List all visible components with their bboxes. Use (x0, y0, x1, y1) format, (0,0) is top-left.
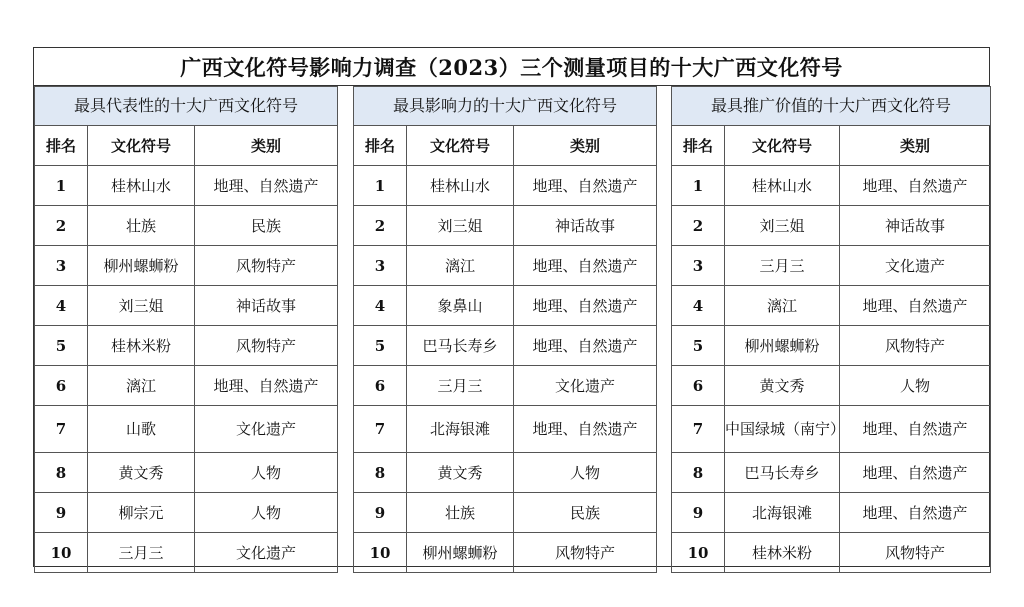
document-frame (33, 47, 990, 567)
table-row (672, 453, 991, 493)
table-row (35, 453, 338, 493)
section-heading: 最具代表性的十大广西文化符号 (35, 87, 338, 126)
symbol-header: 文化符号 (725, 126, 840, 166)
symbol-header: 文化符号 (407, 126, 514, 166)
table-row (35, 286, 338, 326)
symbol-cell: 北海银滩 (407, 406, 514, 453)
rank-header: 排名 (354, 126, 407, 166)
table-row (354, 286, 657, 326)
category-cell: 地理、自然遗产 (840, 493, 991, 533)
section-heading: 最具推广价值的十大广西文化符号 (672, 87, 991, 126)
symbol-cell: 北海银滩 (725, 493, 840, 533)
symbol-cell: 巴马长寿乡 (725, 453, 840, 493)
rank-cell: 4 (354, 286, 407, 326)
rank-cell: 2 (672, 206, 725, 246)
category-cell: 人物 (195, 493, 338, 533)
table-row (672, 406, 991, 453)
category-cell: 神话故事 (514, 206, 657, 246)
symbol-cell: 壮族 (88, 206, 195, 246)
symbol-cell: 黄文秀 (88, 453, 195, 493)
symbol-cell: 柳州螺蛳粉 (407, 533, 514, 573)
symbol-cell: 象鼻山 (407, 286, 514, 326)
document-title: 广西文化符号影响力调查（2023）三个测量项目的十大广西文化符号 (34, 48, 989, 86)
category-cell: 人物 (514, 453, 657, 493)
table-row (354, 326, 657, 366)
rank-cell: 5 (672, 326, 725, 366)
category-cell: 地理、自然遗产 (514, 326, 657, 366)
rank-cell: 6 (35, 366, 88, 406)
symbol-cell: 刘三姐 (725, 206, 840, 246)
rank-cell: 8 (354, 453, 407, 493)
symbol-cell: 三月三 (725, 246, 840, 286)
symbol-cell: 中国绿城（南宁） (725, 406, 840, 453)
category-cell: 文化遗产 (514, 366, 657, 406)
symbol-header: 文化符号 (88, 126, 195, 166)
symbol-cell: 刘三姐 (407, 206, 514, 246)
category-cell: 风物特产 (195, 326, 338, 366)
symbol-cell: 桂林米粉 (725, 533, 840, 573)
symbol-cell: 山歌 (88, 406, 195, 453)
table-row (672, 366, 991, 406)
table-row (35, 493, 338, 533)
table-row (672, 326, 991, 366)
rank-cell: 2 (35, 206, 88, 246)
table-row (672, 493, 991, 533)
ranking-table-influence (353, 86, 657, 573)
rank-cell: 3 (354, 246, 407, 286)
category-cell: 地理、自然遗产 (195, 166, 338, 206)
ranking-table-promotion (671, 86, 991, 573)
table-row (672, 206, 991, 246)
category-cell: 地理、自然遗产 (840, 286, 991, 326)
category-cell: 地理、自然遗产 (514, 166, 657, 206)
category-cell: 风物特产 (195, 246, 338, 286)
table-row (35, 326, 338, 366)
symbol-cell: 刘三姐 (88, 286, 195, 326)
rank-cell: 1 (354, 166, 407, 206)
table-row (35, 406, 338, 453)
symbol-cell: 柳州螺蛳粉 (725, 326, 840, 366)
symbol-cell: 漓江 (725, 286, 840, 326)
table-row (354, 206, 657, 246)
category-cell: 地理、自然遗产 (195, 366, 338, 406)
symbol-cell: 柳州螺蛳粉 (88, 246, 195, 286)
section-promotion (671, 86, 990, 567)
category-cell: 神话故事 (195, 286, 338, 326)
category-cell: 风物特产 (514, 533, 657, 573)
category-cell: 地理、自然遗产 (514, 246, 657, 286)
symbol-cell: 三月三 (88, 533, 195, 573)
rank-cell: 10 (354, 533, 407, 573)
symbol-cell: 巴马长寿乡 (407, 326, 514, 366)
table-row (35, 166, 338, 206)
symbol-cell: 漓江 (407, 246, 514, 286)
rank-cell: 8 (672, 453, 725, 493)
symbol-cell: 桂林山水 (407, 166, 514, 206)
rank-cell: 6 (354, 366, 407, 406)
rank-header: 排名 (672, 126, 725, 166)
table-row (672, 533, 991, 573)
ranking-table-representative (34, 86, 338, 573)
symbol-cell: 黄文秀 (725, 366, 840, 406)
category-cell: 人物 (840, 366, 991, 406)
category-cell: 民族 (195, 206, 338, 246)
rank-cell: 9 (354, 493, 407, 533)
rank-cell: 5 (35, 326, 88, 366)
rank-cell: 3 (672, 246, 725, 286)
table-row (354, 166, 657, 206)
rank-cell: 4 (35, 286, 88, 326)
category-cell: 地理、自然遗产 (840, 406, 991, 453)
category-cell: 神话故事 (840, 206, 991, 246)
category-cell: 地理、自然遗产 (840, 453, 991, 493)
category-cell: 风物特产 (840, 326, 991, 366)
rank-header: 排名 (35, 126, 88, 166)
table-row (35, 366, 338, 406)
symbol-cell: 柳宗元 (88, 493, 195, 533)
category-cell: 风物特产 (840, 533, 991, 573)
rank-cell: 7 (672, 406, 725, 453)
table-row (354, 493, 657, 533)
category-header: 类别 (514, 126, 657, 166)
symbol-cell: 三月三 (407, 366, 514, 406)
symbol-cell: 黄文秀 (407, 453, 514, 493)
rank-cell: 3 (35, 246, 88, 286)
symbol-cell: 漓江 (88, 366, 195, 406)
category-cell: 文化遗产 (195, 533, 338, 573)
table-row (354, 453, 657, 493)
table-row (354, 533, 657, 573)
table-row (35, 533, 338, 573)
category-cell: 文化遗产 (195, 406, 338, 453)
symbol-cell: 桂林米粉 (88, 326, 195, 366)
table-row (672, 246, 991, 286)
section-heading: 最具影响力的十大广西文化符号 (354, 87, 657, 126)
table-row (672, 166, 991, 206)
rank-cell: 1 (35, 166, 88, 206)
section-influence (353, 86, 656, 567)
section-representative (34, 86, 337, 567)
table-row (354, 366, 657, 406)
rank-cell: 7 (354, 406, 407, 453)
table-row (354, 246, 657, 286)
table-row (35, 246, 338, 286)
category-cell: 地理、自然遗产 (514, 406, 657, 453)
table-row (672, 286, 991, 326)
rank-cell: 10 (672, 533, 725, 573)
table-row (35, 206, 338, 246)
category-cell: 地理、自然遗产 (514, 286, 657, 326)
category-cell: 地理、自然遗产 (840, 166, 991, 206)
rank-cell: 9 (672, 493, 725, 533)
symbol-cell: 桂林山水 (88, 166, 195, 206)
category-cell: 文化遗产 (840, 246, 991, 286)
category-cell: 人物 (195, 453, 338, 493)
rank-cell: 2 (354, 206, 407, 246)
symbol-cell: 桂林山水 (725, 166, 840, 206)
rank-cell: 1 (672, 166, 725, 206)
category-cell: 民族 (514, 493, 657, 533)
rank-cell: 9 (35, 493, 88, 533)
rank-cell: 6 (672, 366, 725, 406)
category-header: 类别 (195, 126, 338, 166)
rank-cell: 4 (672, 286, 725, 326)
rank-cell: 7 (35, 406, 88, 453)
rank-cell: 5 (354, 326, 407, 366)
category-header: 类别 (840, 126, 991, 166)
rank-cell: 10 (35, 533, 88, 573)
table-row (354, 406, 657, 453)
rank-cell: 8 (35, 453, 88, 493)
symbol-cell: 壮族 (407, 493, 514, 533)
